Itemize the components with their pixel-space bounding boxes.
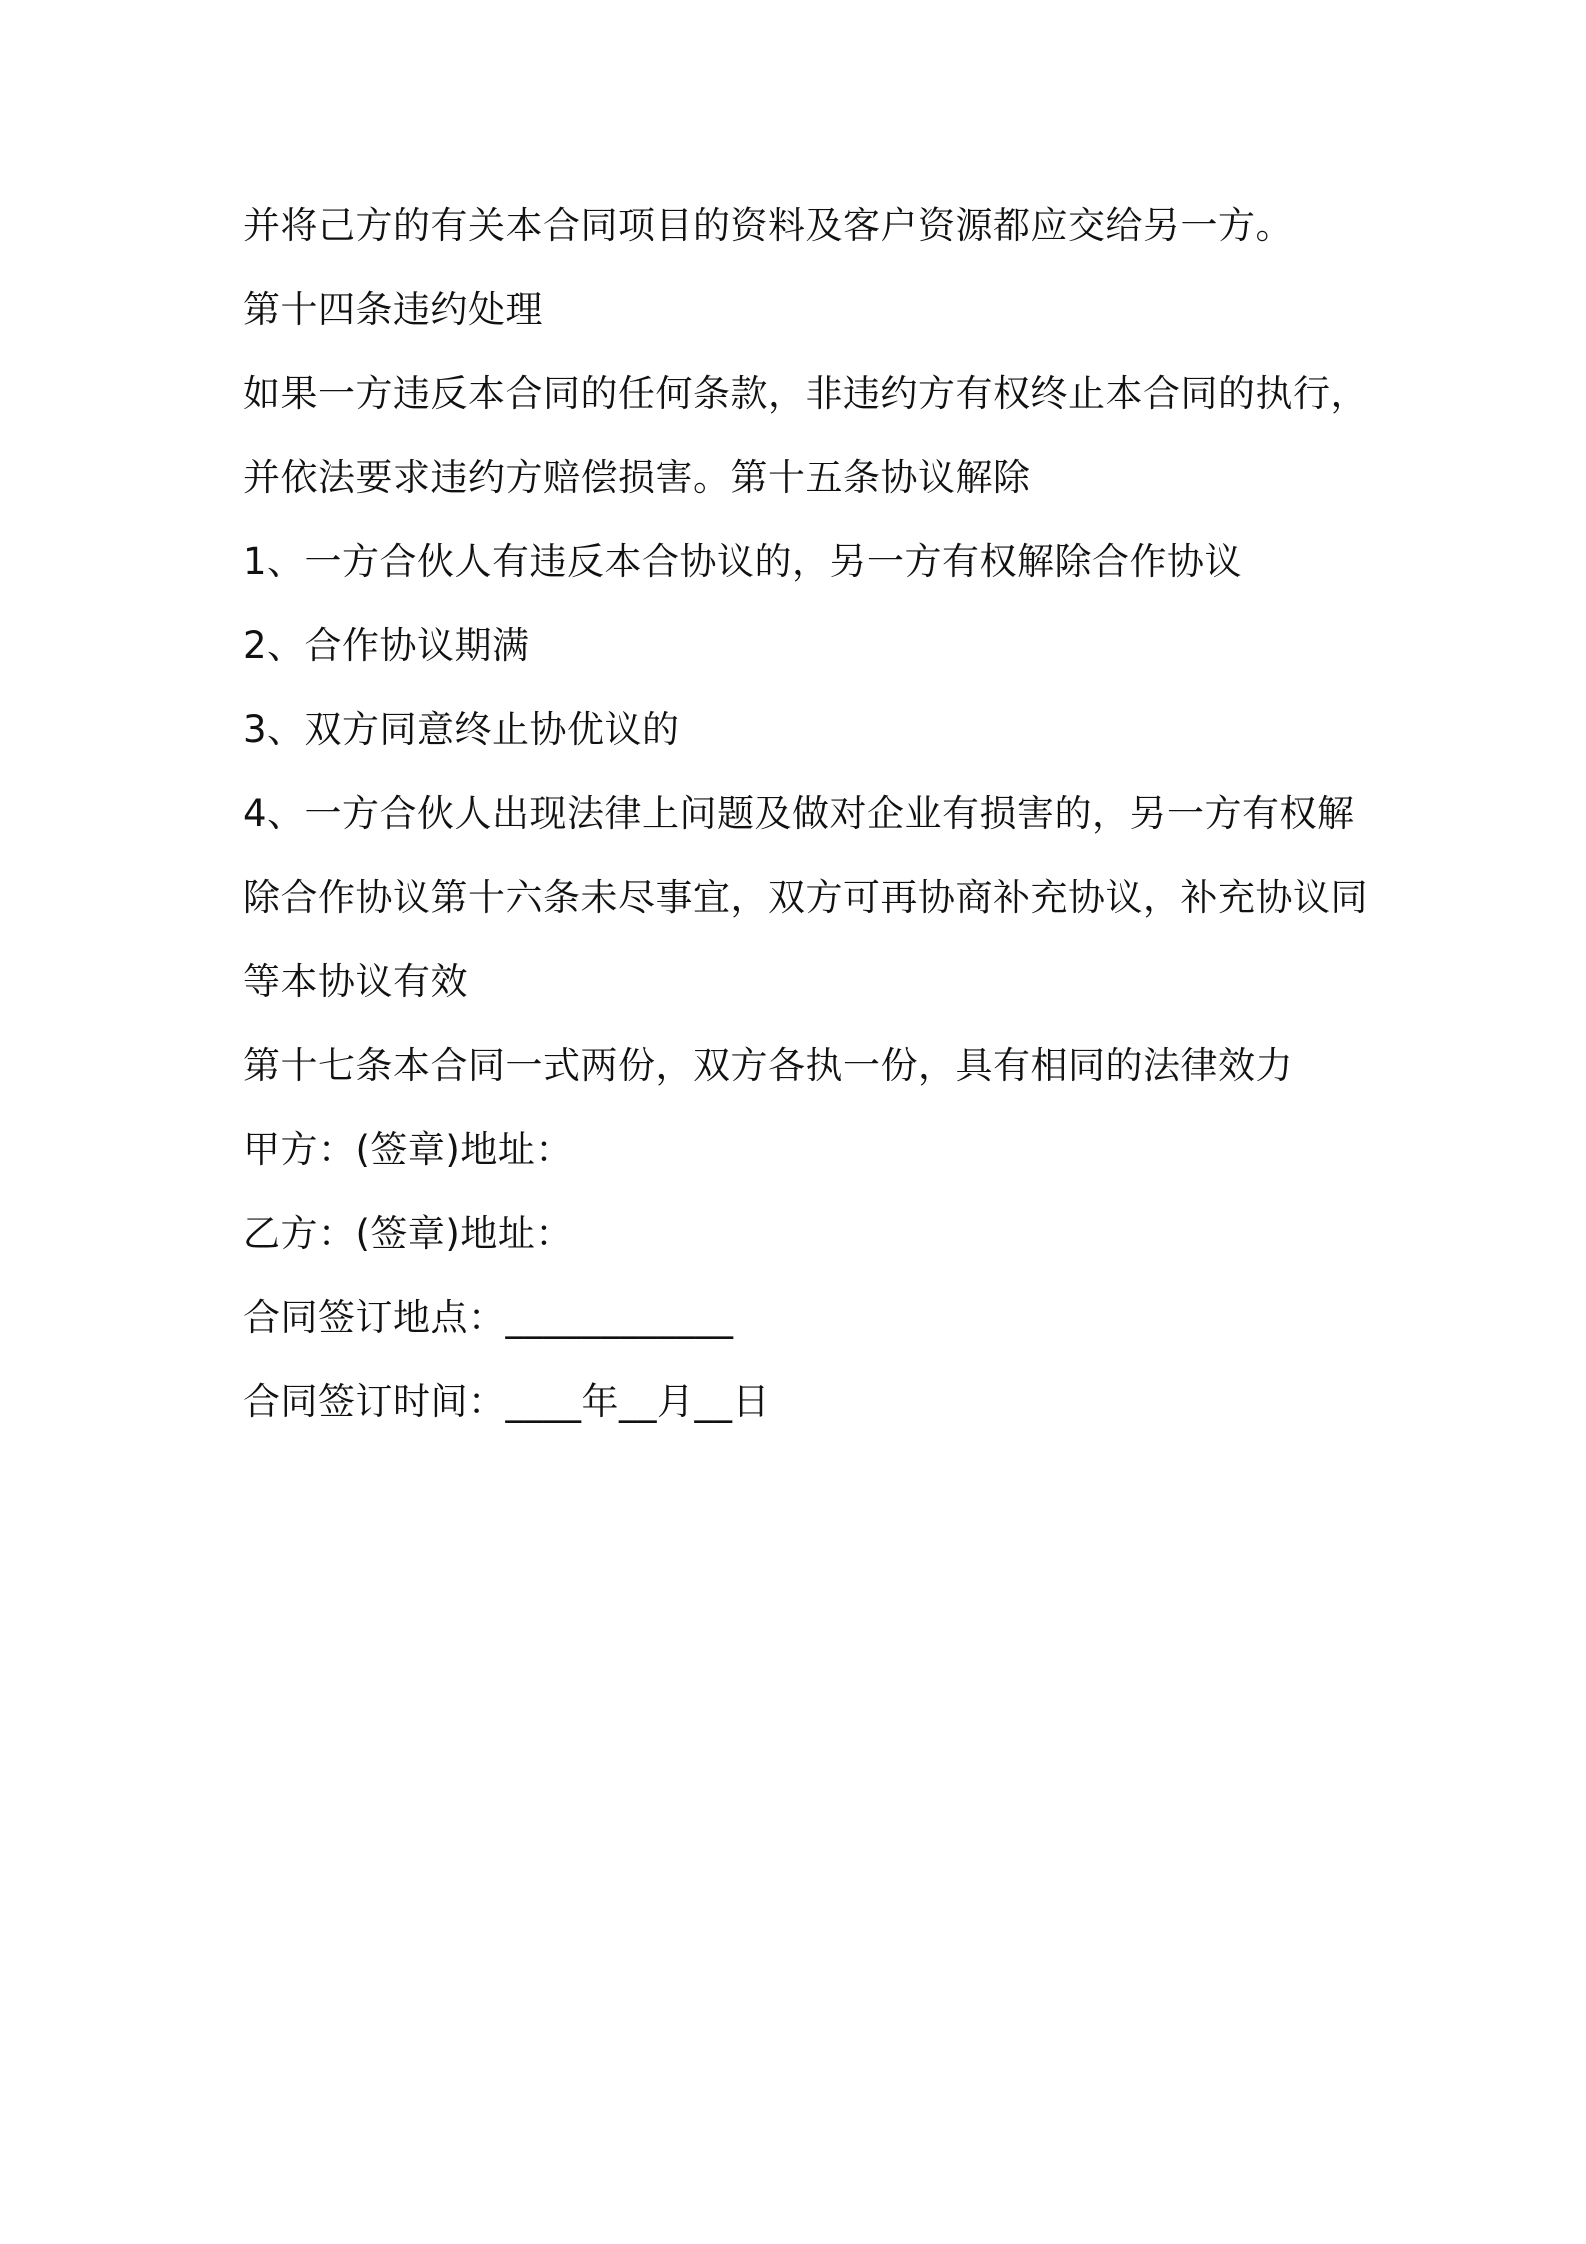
signing-location-field: 合同签订地点：____________ [243, 1296, 734, 1339]
signing-date-field: 合同签订时间：____年__月__日 [243, 1380, 770, 1423]
paragraph-line: 等本协议有效 [243, 960, 468, 1003]
paragraph-line: 并将己方的有关本合同项目的资料及客户资源都应交给另一方。 [243, 204, 1293, 247]
list-item: 3、双方同意终止协优议的 [243, 708, 680, 751]
paragraph-line: 如果一方违反本合同的任何条款，非违约方有权终止本合同的执行， [243, 372, 1368, 415]
section-heading-17: 第十七条本合同一式两份，双方各执一份，具有相同的法律效力 [243, 1044, 1293, 1087]
party-b-signature-line: 乙方：(签章)地址： [243, 1212, 573, 1255]
list-item: 4、一方合伙人出现法律上问题及做对企业有损害的，另一方有权解 [243, 792, 1355, 835]
list-item: 2、合作协议期满 [243, 624, 530, 667]
document-body [243, 199, 1368, 1459]
list-item: 1、一方合伙人有违反本合协议的，另一方有权解除合作协议 [243, 540, 1243, 583]
section-heading-14: 第十四条违约处理 [243, 288, 543, 331]
paragraph-line: 除合作协议第十六条未尽事宜，双方可再协商补充协议，补充协议同 [243, 876, 1368, 919]
paragraph-line: 并依法要求违约方赔偿损害。第十五条协议解除 [243, 456, 1031, 499]
party-a-signature-line: 甲方：(签章)地址： [243, 1128, 573, 1171]
